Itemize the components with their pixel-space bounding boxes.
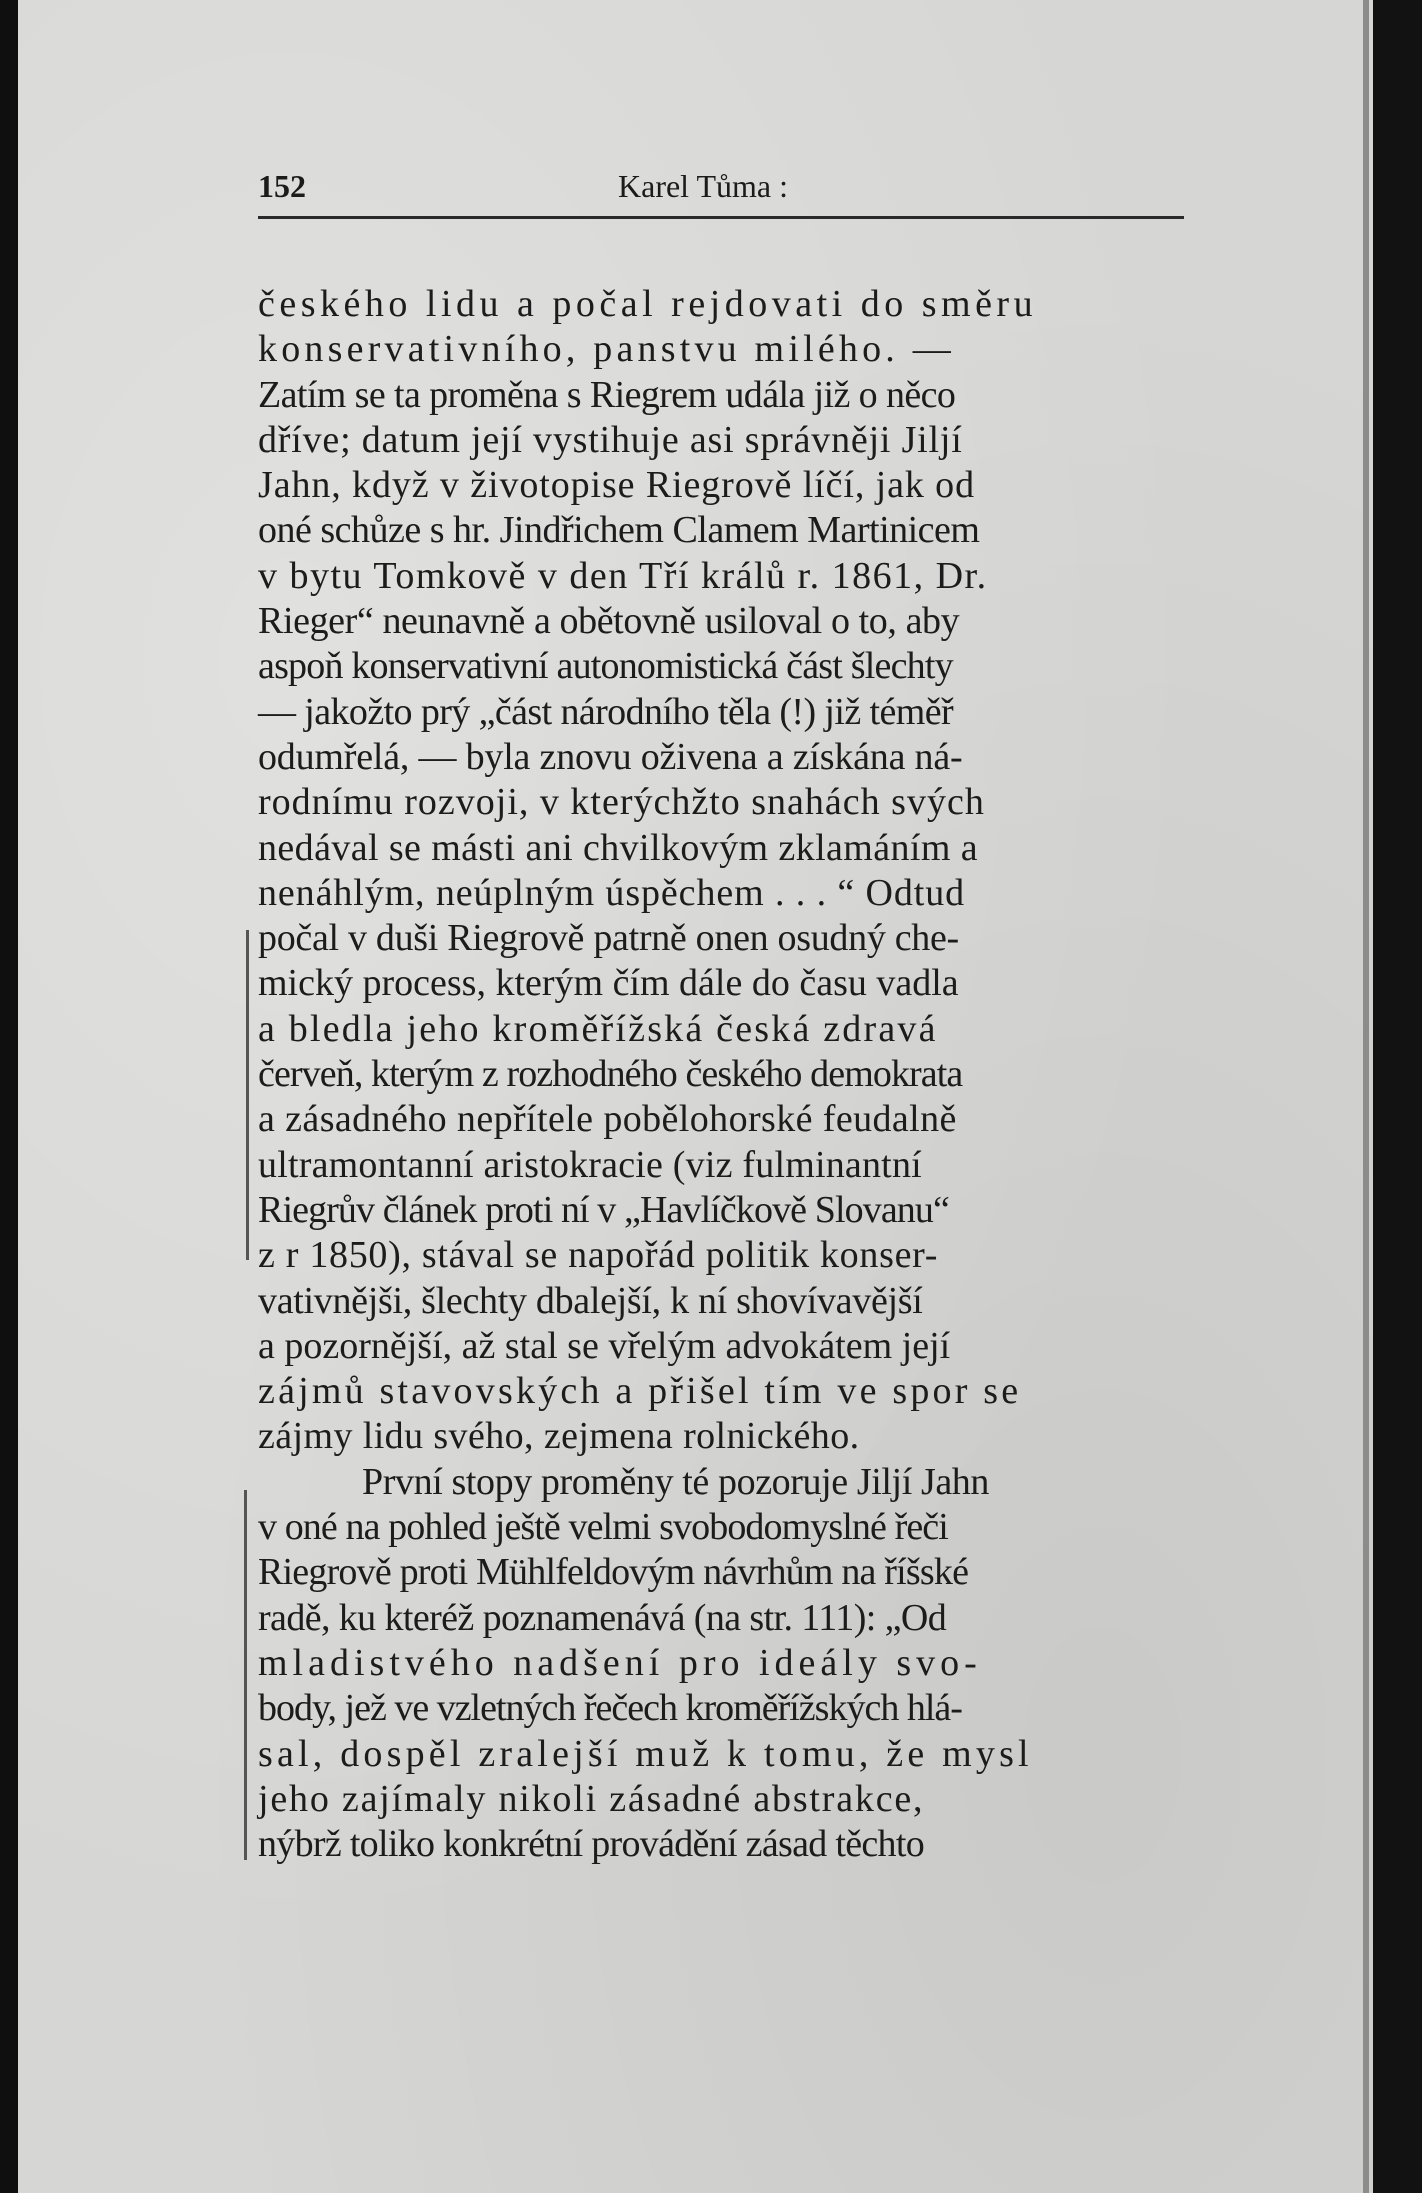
text-line: zájmů stavovských a přišel tím ve spor se: [258, 1370, 1022, 1413]
text-line: radě, ku kteréž poznamenává (na str. 111): „Od: [258, 1596, 947, 1639]
page-number: 152: [258, 168, 306, 204]
text-line: Rieger“ neunavně a obětovně usiloval o to, aby: [258, 600, 960, 643]
text-line: a bledla jeho kroměřížská česká zdravá: [258, 1007, 938, 1050]
text-line: ultramontanní aristokracie (viz fulminantní: [258, 1143, 922, 1186]
text-line: jeho zajímaly nikoli zásadné abstrakce,: [258, 1777, 925, 1820]
text-line: mický process, kterým čím dále do času vadla: [258, 962, 959, 1005]
text-line: vativnějši, šlechty dbalejší, k ní shovívavější: [258, 1279, 923, 1322]
paragraph-first-line: První stopy proměny té pozoruje Jiljí Jahn: [362, 1460, 990, 1503]
text-line: a zásadného nepřítele pobělohorské feudalně: [258, 1098, 957, 1141]
text-line: mladistvého nadšení pro ideály svo-: [258, 1641, 982, 1684]
text-line: z r 1850), stával se napořád politik konser-: [258, 1234, 939, 1277]
text-line: a pozornější, až stal se vřelým advokátem její: [258, 1324, 951, 1367]
text-line: konservativního, panstvu milého. —: [258, 328, 955, 371]
text-line: nenáhlým, neúplným úspěchem . . . “ Odtud: [258, 871, 966, 914]
text-line: Riegrově proti Mühlfeldovým návrhům na říšské: [258, 1551, 969, 1594]
text-line: nýbrž toliko konkrétní provádění zásad těchto: [258, 1823, 925, 1866]
text-line: v bytu Tomkově v den Tří králů r. 1861, Dr.: [258, 554, 988, 597]
text-line: zájmy lidu svého, zejmena rolnického.: [258, 1415, 860, 1458]
running-head: Karel Tůma :: [618, 168, 789, 204]
body-text: [258, 282, 1198, 1867]
margin-pencil-mark: [244, 1490, 247, 1860]
text-line: odumřelá, — byla znovu oživena a získána ná-: [258, 735, 963, 778]
text-line: v oné na pohled ještě velmi svobodomyslné řeči: [258, 1506, 948, 1549]
page-edge-shadow: [1363, 0, 1369, 2193]
margin-pencil-mark: [246, 930, 249, 1260]
text-line: dříve; datum její vystihuje asi správněji Jiljí: [258, 418, 963, 461]
text-line: počal v duši Riegrově patrně onen osudný che-: [258, 917, 959, 960]
text-line: českého lidu a počal rejdovati do směru: [258, 283, 1038, 325]
text-line: nedával se másti ani chvilkovým zklamáním a: [258, 826, 978, 869]
text-line: aspoň konservativní autonomistická část šlechty: [258, 645, 953, 688]
text-line: Jahn, když v životopise Riegrově líčí, jak od: [258, 464, 975, 507]
text-line: oné schůze s hr. Jindřichem Clamem Martinicem: [258, 509, 980, 552]
text-line: Riegrův článek proti ní v „Havlíčkově Slovanu“: [258, 1188, 949, 1231]
text-line: — jakožto prý „část národního těla (!) již téměř: [258, 690, 954, 733]
text-line: rodnímu rozvoji, v kterýchžto snahách svých: [258, 781, 985, 824]
text-line: body, jež ve vzletných řečech kroměřížských hlá-: [258, 1687, 962, 1730]
text-line: Zatím se ta proměna s Riegrem udála již o něco: [258, 373, 956, 416]
text-line: červeň, kterým z rozhodného českého demokrata: [258, 1053, 963, 1096]
page-header: [258, 168, 1184, 219]
text-line: sal, dospěl zralejší muž k tomu, že mysl: [258, 1732, 1033, 1775]
scan-border: [1373, 0, 1422, 2193]
